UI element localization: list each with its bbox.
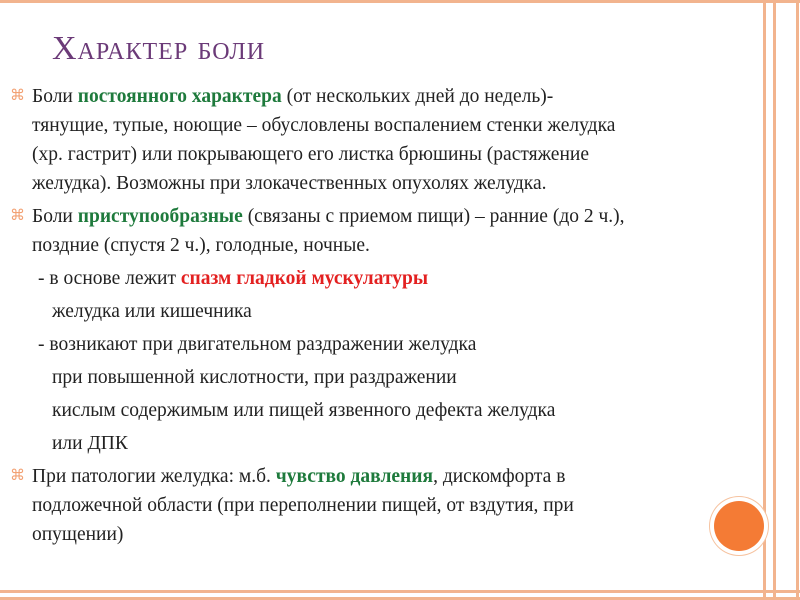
text-span: (от нескольких дней до недель)- [281,86,554,107]
text-line: при повышенной кислотности, при раздражении [52,367,457,388]
text-line: желудка). Возможны при злокачественных опухолях желудка. [32,173,547,194]
highlight-term: приступообразные [77,206,243,227]
text-line: (хр. гастрит) или покрывающего его листка брюшины (растяжение [32,144,589,165]
highlight-term: постоянного характера [77,86,282,107]
bullet-icon: ⌘ [10,468,25,484]
bullet-paragraph-constant-pain [10,82,790,198]
text-line: или ДПК [52,433,128,454]
highlight-term: чувство давления [275,466,434,487]
text-line: опущении) [32,524,124,545]
highlight-term: спазм гладкой мускулатуры [180,268,429,289]
bullet-paragraph-pressure [10,462,790,549]
frame-vertical-line [796,0,799,600]
text-line [32,462,790,491]
text-line: поздние (спустя 2 ч.), голодные, ночные. [32,235,370,256]
slide-content [10,82,790,549]
text-span: При патологии желудка: м.б. [32,466,276,487]
sub-item-spasm [10,264,790,293]
slide-title: Характер боли [52,30,266,67]
frame-top-line [0,0,800,3]
text-line [32,82,790,111]
bullet-icon: ⌘ [10,88,25,104]
text-span: - в основе лежит [38,268,181,289]
text-line [32,202,790,231]
sub-item-motor-irritation: - возникают при двигательном раздражении желудка [38,334,477,355]
bullet-paragraph-paroxysmal-pain [10,202,790,260]
text-span: Боли [32,86,78,107]
bullet-icon: ⌘ [10,208,25,224]
text-line: подложечной области (при переполнении пищей, от вздутия, при [32,495,574,516]
text-line: кислым содержимым или пищей язвенного дефекта желудка [52,400,556,421]
text-span: , дискомфорта в [433,466,566,487]
frame-bottom-line [0,590,800,593]
text-span: (связаны с приемом пищи) – ранние (до 2 ч.), [242,206,625,227]
text-line: тянущие, тупые, ноющие – обусловлены воспалением стенки желудка [32,115,616,136]
text-span: Боли [32,206,78,227]
text-line: желудка или кишечника [52,301,252,322]
